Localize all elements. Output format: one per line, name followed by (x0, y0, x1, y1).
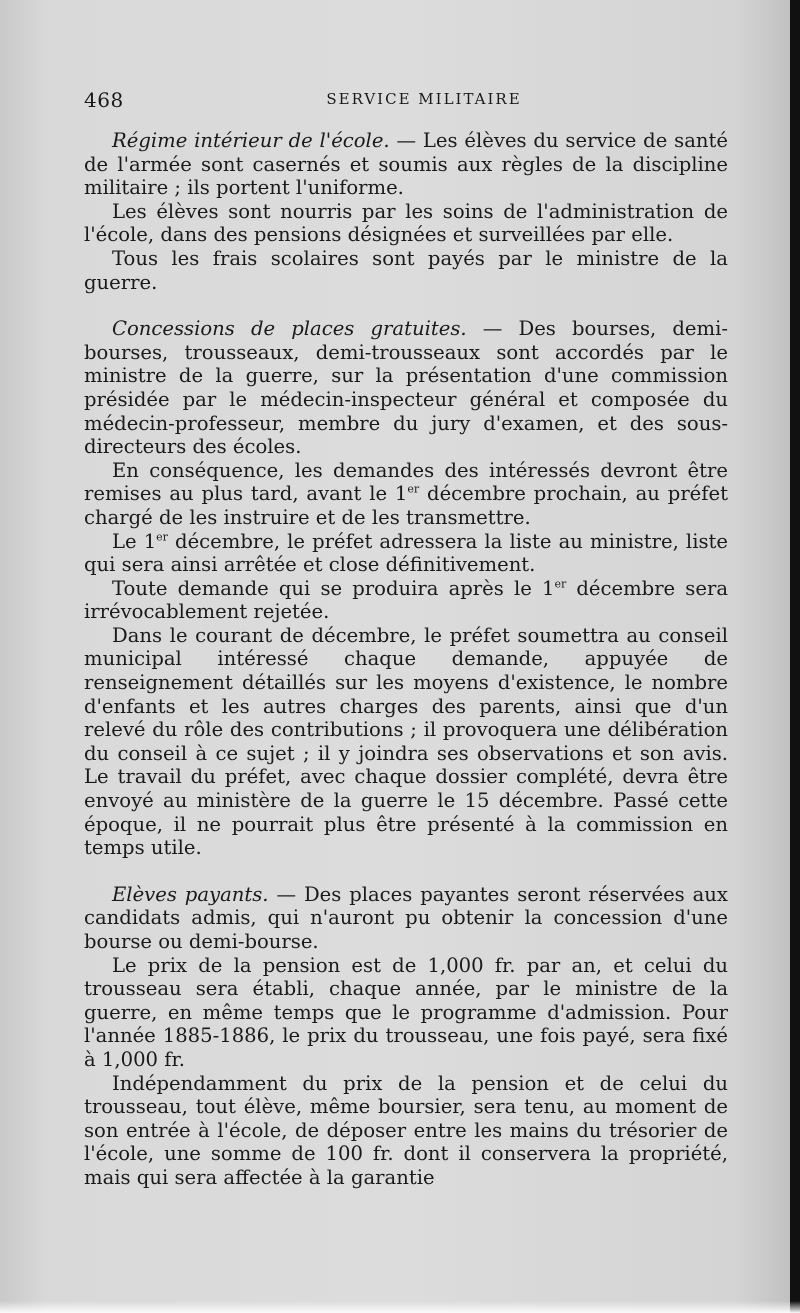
body-text (84, 129, 728, 1190)
running-title: SERVICE MILITAIRE (326, 90, 522, 108)
paragraph: Concessions de places gratuites. — Des bourses, demi-bourses, trousseaux, demi-trousseaux sont accordés par le ministre de la guerre, sur la présentation d'une commission présidée par le médecin-inspecteur général et composée du médecin-professeur, membre du jury d'examen, et des sous-directeurs des écoles. (84, 317, 728, 459)
paragraph-text: Les élèves du service de santé de l'armée sont casernés et soumis aux règles de la discipline militaire ; ils portent l'uniforme. (84, 129, 728, 200)
paragraph: Tous les frais scolaires sont payés par le ministre de la guerre. (84, 246, 728, 294)
section-heading: Régime intérieur de l'école. (112, 129, 390, 152)
paragraph: Le 1er décembre, le préfet adressera la liste au ministre, liste qui sera ainsi arrêtée et close définitivement. (84, 529, 728, 577)
section-heading: Concessions de places gratuites. (112, 317, 467, 341)
section-heading: Elèves payants. (112, 882, 269, 906)
paragraph: Régime intérieur de l'école. — Les élèves du service de santé de l'armée sont casernés et soumis aux règles de la discipline militaire ; ils portent l'uniforme. (84, 129, 728, 200)
page-bottom-edge (0, 1301, 800, 1313)
paragraph: Les élèves sont nourris par les soins de l'administration de l'école, dans des pensions désignées et surveillées par elle. (84, 199, 728, 247)
paragraph-text: Des places payantes seront réservées aux candidats admis, qui n'auront pu obtenir la concession d'une bourse ou demi-bourse. (84, 882, 728, 953)
paragraph: Elèves payants. — Des places payantes seront réservées aux candidats admis, qui n'auront pu obtenir la concession d'une bourse ou demi-bourse. (84, 882, 728, 953)
page-edge-shadow (790, 0, 800, 1313)
page-header (84, 88, 724, 114)
paragraph: Le prix de la pension est de 1,000 fr. par an, et celui du trousseau sera établi, chaque année, par le ministre de la guerre, en même temps que le programme d'admission. Pour l'année 1885-1886, le prix du trousseau, une fois payé, sera fixé à 1,000 fr. (84, 953, 728, 1071)
paragraph: Indépendamment du prix de la pension et de celui du trousseau, tout élève, même boursier, sera tenu, au moment de son entrée à l'école, de déposer entre les mains du trésorier de l'école, une somme de 100 fr. dont il conservera la propriété, mais qui sera affectée à la garantie (84, 1071, 728, 1189)
paragraph: Toute demande qui se produira après le 1er décembre sera irrévocablement rejetée. (84, 576, 728, 624)
paragraph-text: Des bourses, demi-bourses, trousseaux, demi-trousseaux sont accordés par le ministre de la guerre, sur la présentation d'une commission présidée par le médecin-inspecteur général et composée du médecin-professeur, membre du jury d'examen, et des sous-directeurs des écoles. (84, 317, 728, 459)
page-number: 468 (84, 88, 124, 112)
paragraph: En conséquence, les demandes des intéressés devront être remises au plus tard, avant le 1er décembre prochain, au préfet chargé de les instruire et de les transmettre. (84, 458, 729, 529)
paragraph: Dans le courant de décembre, le préfet soumettra au conseil municipal intéressé chaque demande, appuyée de renseignement détaillés sur les moyens d'existence, le nombre d'enfants et les autres charges des parents, ainsi que d'un relevé du rôle des contributions ; il provoquera une délibération du conseil à ce sujet ; il y joindra ses observations et son avis. Le travail du préfet, avec chaque dossier complété, devra être envoyé au ministère de la guerre le 15 décembre. Passé cette époque, il ne pourrait plus être présenté à la commission en temps utile. (84, 623, 728, 860)
